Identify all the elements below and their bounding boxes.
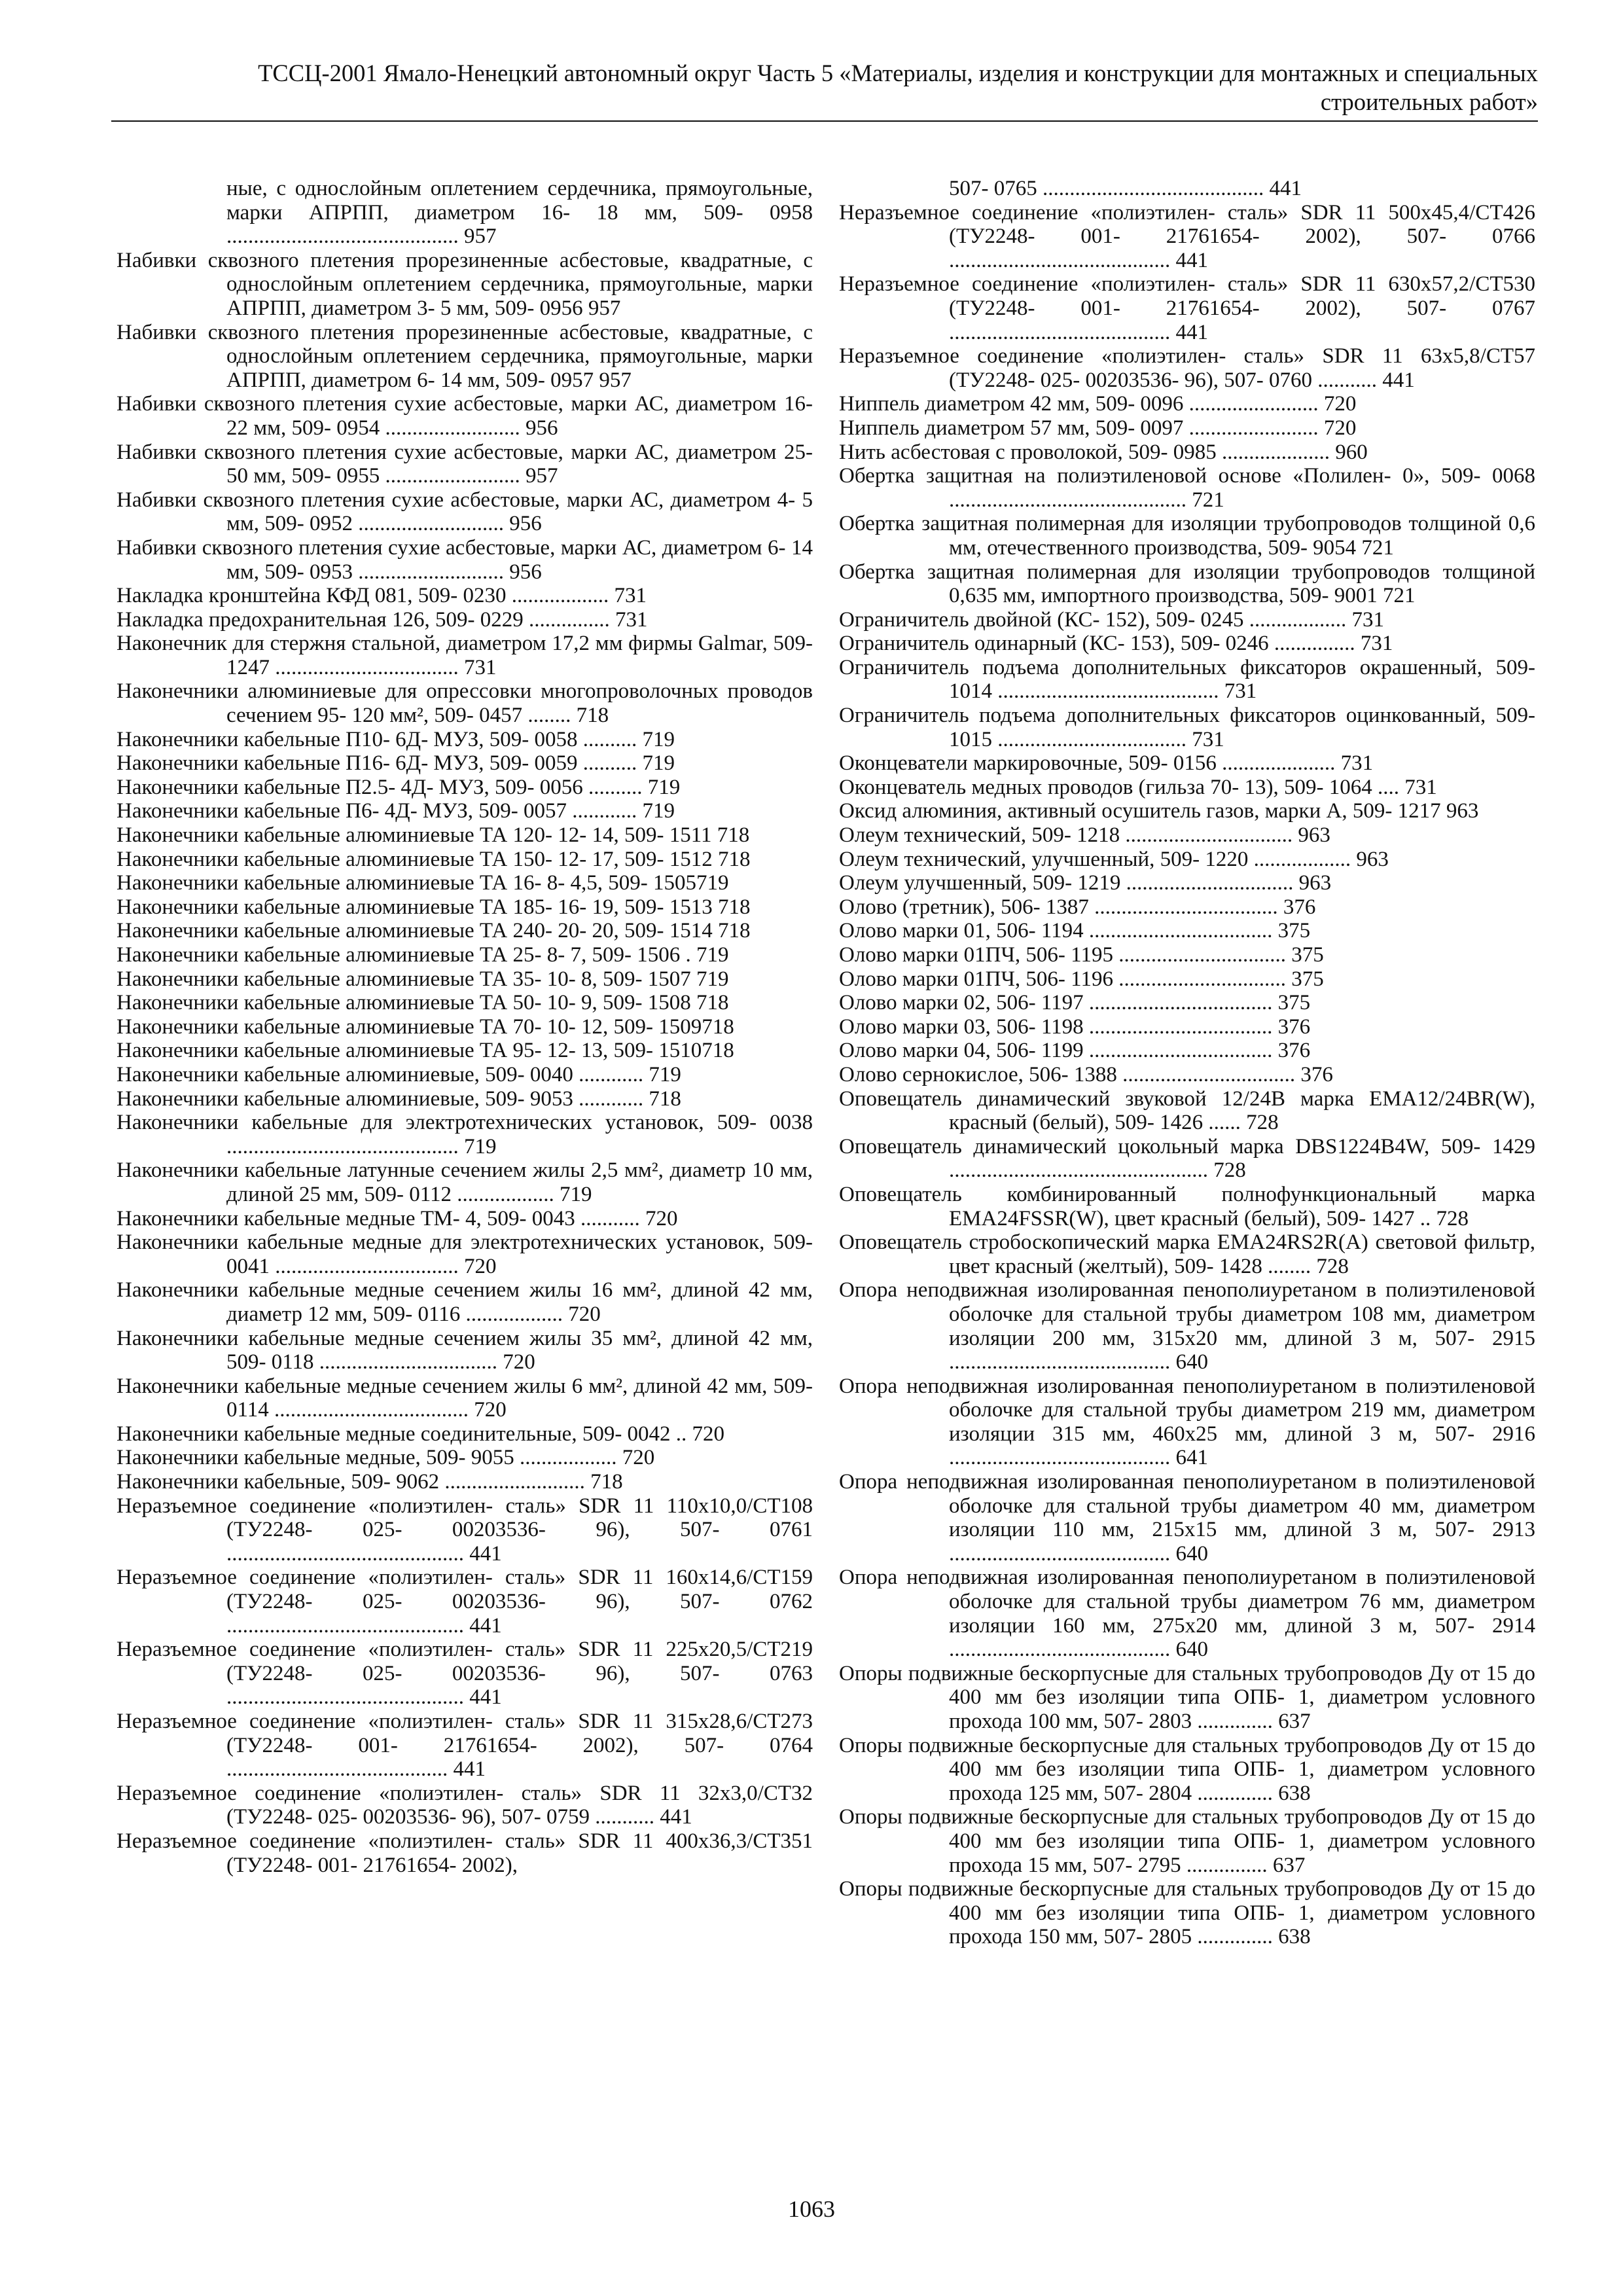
index-entry: Неразъемное соединение «полиэтилен- сталь» SDR 11 500х45,4/СТ426 (ТУ2248- 001- 21761654- 2002), 507- 0766 ......................................... 441 [839,200,1535,272]
running-header [111,59,1538,117]
index-entry: Оконцеватели маркировочные, 509- 0156 ..................... 731 [839,751,1374,776]
header-line-2: строительных работ» [1320,88,1538,115]
index-entry: Неразъемное соединение «полиэтилен- сталь» SDR 11 63х5,8/СТ57 (ТУ2248- 025- 00203536- 96), 507- 0760 ........... 441 [839,344,1535,392]
index-entry: Набивки сквозного плетения сухие асбестовые, марки АС, диаметром 4- 5 мм, 509- 0952 ........................... 956 [116,488,813,536]
header-rule [111,120,1538,122]
index-column-left [116,177,813,1877]
index-entry: Наконечники кабельные П16- 6Д- МУЗ, 509- 0059 .......... 719 [116,751,675,776]
index-entry: Неразъемное соединение «полиэтилен- сталь» SDR 11 225х20,5/СТ219 (ТУ2248- 025- 00203536- 96), 507- 0763 ............................................ 441 [116,1638,813,1710]
index-entry: Олово марки 03, 506- 1198 .................................. 376 [839,1014,1311,1039]
index-entry: Опора неподвижная изолированная пенополиуретаном в полиэтиленовой оболочке для стальной трубы диаметром 76 мм, диаметром изоляции 160 мм, 275х20 мм, длиной 3 м, 507- 2914 ......................................... 640 [839,1566,1535,1662]
index-entry: Наконечники кабельные медные сечением жилы 16 мм², длиной 42 мм, диаметр 12 мм, 509- 0116 .................. 720 [116,1278,813,1326]
index-entry: Наконечники кабельные алюминиевые ТА 70- 10- 12, 509- 1509718 [116,1014,734,1039]
index-entry: Олово марки 01ПЧ, 506- 1196 ............................... 375 [839,967,1324,991]
index-entry: Олово сернокислое, 506- 1388 ................................ 376 [839,1062,1333,1086]
index-entry: Олово марки 04, 506- 1199 .................................. 376 [839,1039,1311,1063]
index-entry: Опора неподвижная изолированная пенополиуретаном в полиэтиленовой оболочке для стальной трубы диаметром 108 мм, диаметром изоляции 200 мм, 315х20 мм, длиной 3 м, 507- 2915 ......................................... 640 [839,1278,1535,1374]
index-entry: Наконечники кабельные алюминиевые ТА 16- 8- 4,5, 509- 1505719 [116,871,729,895]
index-entry: Опора неподвижная изолированная пенополиуретаном в полиэтиленовой оболочке для стальной трубы диаметром 219 мм, диаметром изоляции 315 мм, 460х25 мм, длиной 3 м, 507- 2916 ......................................... 641 [839,1374,1535,1470]
index-entry: Наконечники кабельные алюминиевые ТА 35- 10- 8, 509- 1507 719 [116,967,729,991]
index-entry: Наконечники кабельные медные сечением жилы 35 мм², длиной 42 мм, 509- 0118 ................................. 720 [116,1326,813,1374]
page-number: 1063 [788,2196,835,2222]
index-entry: Набивки сквозного плетения сухие асбестовые, марки АС, диаметром 16- 22 мм, 509- 0954 ......................... 956 [116,392,813,440]
index-entry: Наконечники кабельные для электротехнических установок, 509- 0038 ........................................... 719 [116,1111,813,1158]
index-entry: Олово марки 01ПЧ, 506- 1195 ............................... 375 [839,943,1324,967]
index-entry: Ограничитель подъема дополнительных фиксаторов окрашенный, 509- 1014 ......................................... 731 [839,655,1535,704]
index-entry: Наконечники кабельные латунные сечением жилы 2,5 мм², диаметр 10 мм, длиной 25 мм, 509- 0112 .................. 719 [116,1158,813,1206]
index-entry: Опоры подвижные бескорпусные для стальных трубопроводов Ду от 15 до 400 мм без изоляции типа ОПБ- 1, диаметром условного прохода 15 мм, 507- 2795 ............... 637 [839,1805,1535,1877]
index-entry: Неразъемное соединение «полиэтилен- сталь» SDR 11 110х10,0/СТ108 (ТУ2248- 025- 00203536- 96), 507- 0761 ............................................ 441 [116,1494,813,1566]
index-entry: Опора неподвижная изолированная пенополиуретаном в полиэтиленовой оболочке для стальной трубы диаметром 40 мм, диаметром изоляции 110 мм, 215х15 мм, длиной 3 м, 507- 2913 ......................................... 640 [839,1470,1535,1566]
index-entry: Оконцеватель медных проводов (гильза 70- 13), 509- 1064 .... 731 [839,775,1437,799]
index-entry: 507- 0765 ......................................... 441 [949,177,1302,200]
index-entry: Наконечники кабельные алюминиевые ТА 95- 12- 13, 509- 1510718 [116,1039,734,1063]
index-entry: Обертка защитная полимерная для изоляции трубопроводов толщиной 0,6 мм, отечественного производства, 509- 9054 721 [839,512,1535,560]
index-entry: Оповещатель динамический цокольный марка DBS1224B4W, 509- 1429 ................................................ 728 [839,1134,1535,1183]
index-entry: Олово марки 02, 506- 1197 .................................. 375 [839,991,1311,1015]
index-entry: Олеум технический, улучшенный, 509- 1220 .................. 963 [839,847,1389,871]
index-entry: Ниппель диаметром 42 мм, 509- 0096 ........................ 720 [839,392,1357,416]
index-entry: Набивки сквозного плетения прорезиненные асбестовые, квадратные, с однослойным оплетением сердечника, прямоугольные, марки АПРПП, диаметром 6- 14 мм, 509- 0957 957 [116,320,813,392]
index-entry: Оповещатель стробоскопический марка EMA24RS2R(A) световой фильтр, цвет красный (желтый), 509- 1428 ........ 728 [839,1230,1535,1278]
index-entry: Наконечники кабельные П10- 6Д- МУЗ, 509- 0058 .......... 719 [116,727,675,751]
index-entry: Наконечники кабельные алюминиевые ТА 185- 16- 19, 509- 1513 718 [116,895,751,919]
index-entry: Наконечники кабельные медные для электротехнических установок, 509- 0041 .................................. 720 [116,1230,813,1278]
index-entry: Ограничитель двойной (КС- 152), 509- 0245 .................. 731 [839,607,1384,632]
index-entry: Ниппель диаметром 57 мм, 509- 0097 ........................ 720 [839,416,1357,440]
index-entry: Наконечники алюминиевые для опрессовки многопроволочных проводов сечением 95- 120 мм², 509- 0457 ........ 718 [116,679,813,728]
index-entry: ные, с однослойным оплетением сердечника, прямоугольные, марки АПРПП, диаметром 16- 18 мм, 509- 0958 ........................................... 957 [226,177,813,249]
index-entry: Наконечники кабельные алюминиевые ТА 25- 8- 7, 509- 1506 . 719 [116,943,729,967]
index-entry: Наконечники кабельные П6- 4Д- МУЗ, 509- 0057 ............ 719 [116,799,675,823]
index-entry: Неразъемное соединение «полиэтилен- сталь» SDR 11 315х28,6/СТ273 (ТУ2248- 001- 21761654- 2002), 507- 0764 ......................................... 441 [116,1710,813,1782]
index-entry: Олово (третник), 506- 1387 .................................. 376 [839,895,1316,919]
index-entry: Набивки сквозного плетения сухие асбестовые, марки АС, диаметром 6- 14 мм, 509- 0953 ........................... 956 [116,535,813,584]
index-entry: Неразъемное соединение «полиэтилен- сталь» SDR 11 160х14,6/СТ159 (ТУ2248- 025- 00203536- 96), 507- 0762 ............................................ 441 [116,1566,813,1638]
index-entry: Наконечники кабельные медные соединительные, 509- 0042 .. 720 [116,1422,725,1446]
index-entry: Наконечники кабельные алюминиевые ТА 150- 12- 17, 509- 1512 718 [116,847,751,871]
index-entry: Набивки сквозного плетения сухие асбестовые, марки АС, диаметром 25- 50 мм, 509- 0955 ......................... 957 [116,440,813,488]
index-entry: Опоры подвижные бескорпусные для стальных трубопроводов Ду от 15 до 400 мм без изоляции типа ОПБ- 1, диаметром условного прохода 100 мм, 507- 2803 .............. 637 [839,1661,1535,1733]
index-entry: Опоры подвижные бескорпусные для стальных трубопроводов Ду от 15 до 400 мм без изоляции типа ОПБ- 1, диаметром условного прохода 125 мм, 507- 2804 .............. 638 [839,1733,1535,1805]
index-column-right [839,177,1535,1949]
index-entry: Олеум улучшенный, 509- 1219 ............................... 963 [839,871,1332,895]
index-entry: Неразъемное соединение «полиэтилен- сталь» SDR 11 400х36,3/СТ351 (ТУ2248- 001- 21761654- 2002), [116,1829,813,1877]
index-entry: Олеум технический, 509- 1218 ............................... 963 [839,823,1330,848]
index-entry: Набивки сквозного плетения прорезиненные асбестовые, квадратные, с однослойным оплетением сердечника, прямоугольные, марки АПРПП, диаметром 3- 5 мм, 509- 0956 957 [116,248,813,320]
index-entry: Опоры подвижные бескорпусные для стальных трубопроводов Ду от 15 до 400 мм без изоляции типа ОПБ- 1, диаметром условного прохода 150 мм, 507- 2805 .............. 638 [839,1877,1535,1949]
index-entry: Накладка кронштейна КФД 081, 509- 0230 .................. 731 [116,584,647,608]
header-line-1: ТССЦ-2001 Ямало-Ненецкий автономный округ Часть 5 «Материалы, изделия и конструкции для монтажных и специальных [258,60,1538,86]
index-entry: Неразъемное соединение «полиэтилен- сталь» SDR 11 32х3,0/СТ32 (ТУ2248- 025- 00203536- 96), 507- 0759 ........... 441 [116,1781,813,1829]
index-entry: Оповещатель комбинированный полнофункциональный марка EMA24FSSR(W), цвет красный (белый), 509- 1427 .. 728 [839,1182,1535,1230]
index-entry: Наконечники кабельные медные, 509- 9055 .................. 720 [116,1446,655,1470]
index-entry: Оксид алюминия, активный осушитель газов, марки А, 509- 1217 963 [839,799,1479,823]
index-entry: Наконечник для стержня стальной, диаметром 17,2 мм фирмы Galmar, 509- 1247 .................................. 731 [116,632,813,679]
index-entry: Оповещатель динамический звуковой 12/24В марка EMA12/24BR(W), красный (белый), 509- 1426 ...... 728 [839,1086,1535,1135]
index-entry: Накладка предохранительная 126, 509- 0229 ............... 731 [116,607,648,632]
index-entry: Наконечники кабельные медные сечением жилы 6 мм², длиной 42 мм, 509- 0114 .................................... 720 [116,1374,813,1422]
index-entry: Олово марки 01, 506- 1194 .................................. 375 [839,919,1311,943]
index-entry: Ограничитель одинарный (КС- 153), 509- 0246 ............... 731 [839,632,1393,656]
index-entry: Наконечники кабельные алюминиевые ТА 50- 10- 9, 509- 1508 718 [116,991,729,1015]
index-entry: Обертка защитная полимерная для изоляции трубопроводов толщиной 0,635 мм, импортного производства, 509- 9001 721 [839,560,1535,608]
index-entry: Обертка защитная на полиэтиленовой основе «Полилен- 0», 509- 0068 ............................................ 721 [839,464,1535,512]
index-entry: Нить асбестовая с проволокой, 509- 0985 .................... 960 [839,440,1368,464]
index-entry: Наконечники кабельные, 509- 9062 .......................... 718 [116,1470,623,1494]
index-entry: Наконечники кабельные медные ТМ- 4, 509- 0043 ........... 720 [116,1206,678,1230]
index-entry: Наконечники кабельные алюминиевые ТА 240- 20- 20, 509- 1514 718 [116,919,751,943]
index-entry: Неразъемное соединение «полиэтилен- сталь» SDR 11 630х57,2/СТ530 (ТУ2248- 001- 21761654- 2002), 507- 0767 ......................................... 441 [839,272,1535,344]
index-entry: Наконечники кабельные алюминиевые ТА 120- 12- 14, 509- 1511 718 [116,823,750,848]
index-entry: Ограничитель подъема дополнительных фиксаторов оцинкованный, 509- 1015 ................................... 731 [839,704,1535,751]
index-entry: Наконечники кабельные алюминиевые, 509- 9053 ............ 718 [116,1086,681,1111]
index-entry: Наконечники кабельные алюминиевые, 509- 0040 ............ 719 [116,1062,681,1086]
index-entry: Наконечники кабельные П2.5- 4Д- МУЗ, 509- 0056 .......... 719 [116,775,681,799]
